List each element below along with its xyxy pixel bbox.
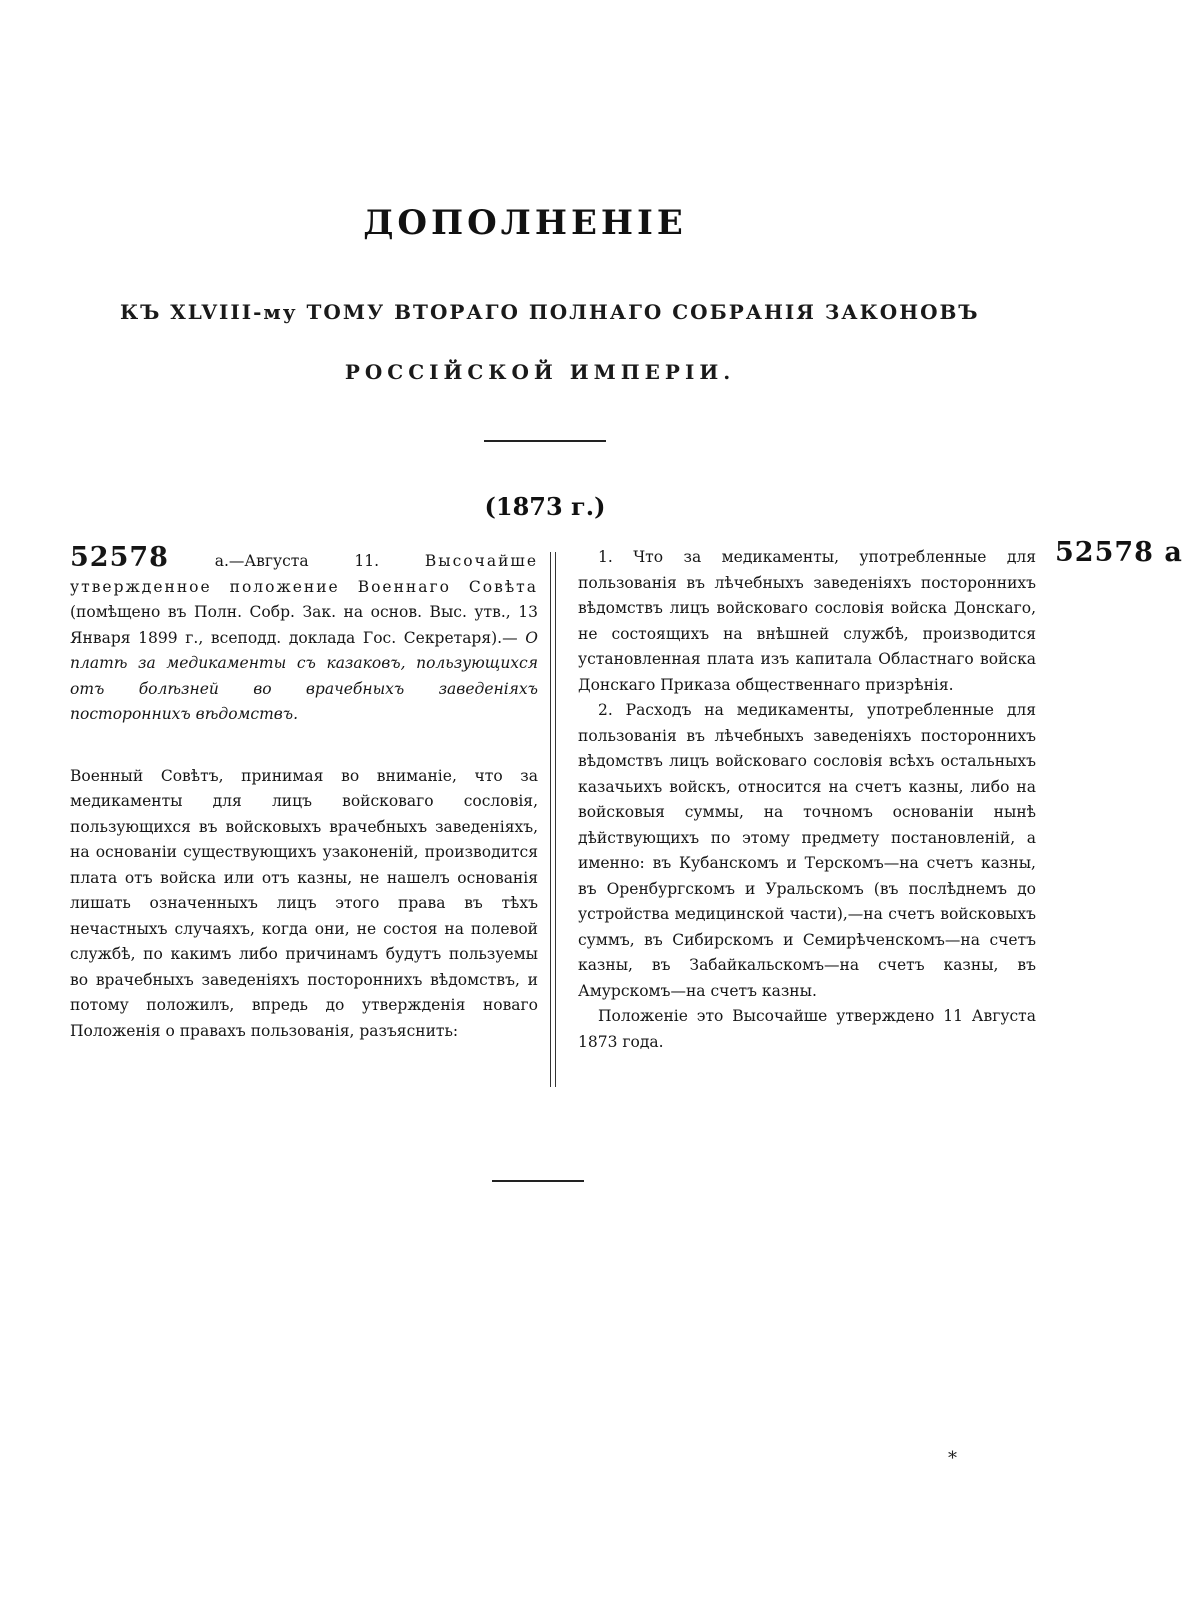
entry-number: 52578 — [70, 542, 169, 573]
closing-rule — [492, 1180, 584, 1182]
page-title: ДОПОЛНЕНІЕ — [363, 203, 687, 243]
column-divider — [550, 552, 556, 1087]
subtitle-line-2: РОССІЙСКОЙ ИМПЕРІИ. — [344, 360, 736, 384]
asterisk-mark: * — [948, 1448, 957, 1469]
approval-note: Положеніе это Высочайше утверждено 11 Августа 1873 года. — [578, 1007, 1036, 1051]
clause-1: 1. Что за медикаменты, употребленные для пользованія въ лѣчебныхъ заведеніяхъ постороннихъ вѣдомствъ лицъ войсковаго сословія войска Донскаго, не состоящихъ на внѣшней службѣ, производится установленная плата изъ капитала Областнаго войска Донскаго Приказа общественнаго призрѣнія. — [578, 548, 1036, 694]
subtitle-line-1: КЪ XLVIII-му ТОМУ ВТОРАГО ПОЛНАГО СОБРАНІЯ ЗАКОНОВЪ — [120, 300, 980, 324]
year-heading: (1873 г.) — [484, 492, 606, 521]
entry-heading-caps: Высочайше утвержденное положение Военнаго Совѣта — [70, 552, 538, 596]
left-column — [70, 542, 538, 1044]
title-rule — [484, 440, 606, 442]
paragraph-gap — [70, 728, 538, 764]
entry-heading — [70, 542, 538, 728]
marginal-entry-number: 52578 а — [1055, 537, 1183, 568]
preamble-paragraph: Военный Совѣтъ, принимая во вниманіе, что за медикаменты для лицъ войсковаго сословія, пользующихся въ войсковыхъ врачебныхъ заведеніяхъ, на основаніи существующихъ узаконеній, производится плата отъ войска или отъ казны, не нашелъ основанія лишать означенныхъ лицъ этого права въ тѣхъ нечастныхъ случаяхъ, когда они, не состоя на полевой службѣ, по какимъ либо причинамъ будутъ пользуемы во врачебныхъ заведеніяхъ постороннихъ вѣдомствъ, и потому положилъ, впредь до утвержденія новаго Положенія о правахъ пользованія, разъяснить: — [70, 766, 538, 1040]
entry-date: а.—Августа 11. — [168, 552, 425, 570]
entry-source-note: (помѣщено въ Полн. Собр. Зак. на основ. Выс. утв., 13 Января 1899 г., всеподд. доклада Гос. Секретаря).— — [70, 603, 538, 647]
clause-2: 2. Расходъ на медикаменты, употребленные для пользованія въ лѣчебныхъ заведеніяхъ постороннихъ вѣдомствъ лицъ войсковаго сословія всѣхъ остальныхъ казачьихъ войскъ, относится на счетъ казны, либо на войсковыя суммы, на точномъ основаніи нынѣ дѣйствующихъ по этому предмету постановленій, а именно: въ Кубанскомъ и Терскомъ—на счетъ казны, въ Оренбургскомъ и Уральскомъ (въ послѣднемъ до устройства медицинской части),—на счетъ войсковыхъ суммъ, въ Сибирскомъ и Семирѣченскомъ—на счетъ казны, въ Забайкальскомъ—на счетъ казны, въ Амурскомъ—на счетъ казны. — [578, 701, 1036, 1000]
entry-subject: О платѣ за медикаменты съ казаковъ, пользующихся отъ болѣзней во врачебныхъ заведеніяхъ постороннихъ вѣдомствъ. — [70, 628, 538, 723]
right-column — [578, 545, 1036, 1055]
